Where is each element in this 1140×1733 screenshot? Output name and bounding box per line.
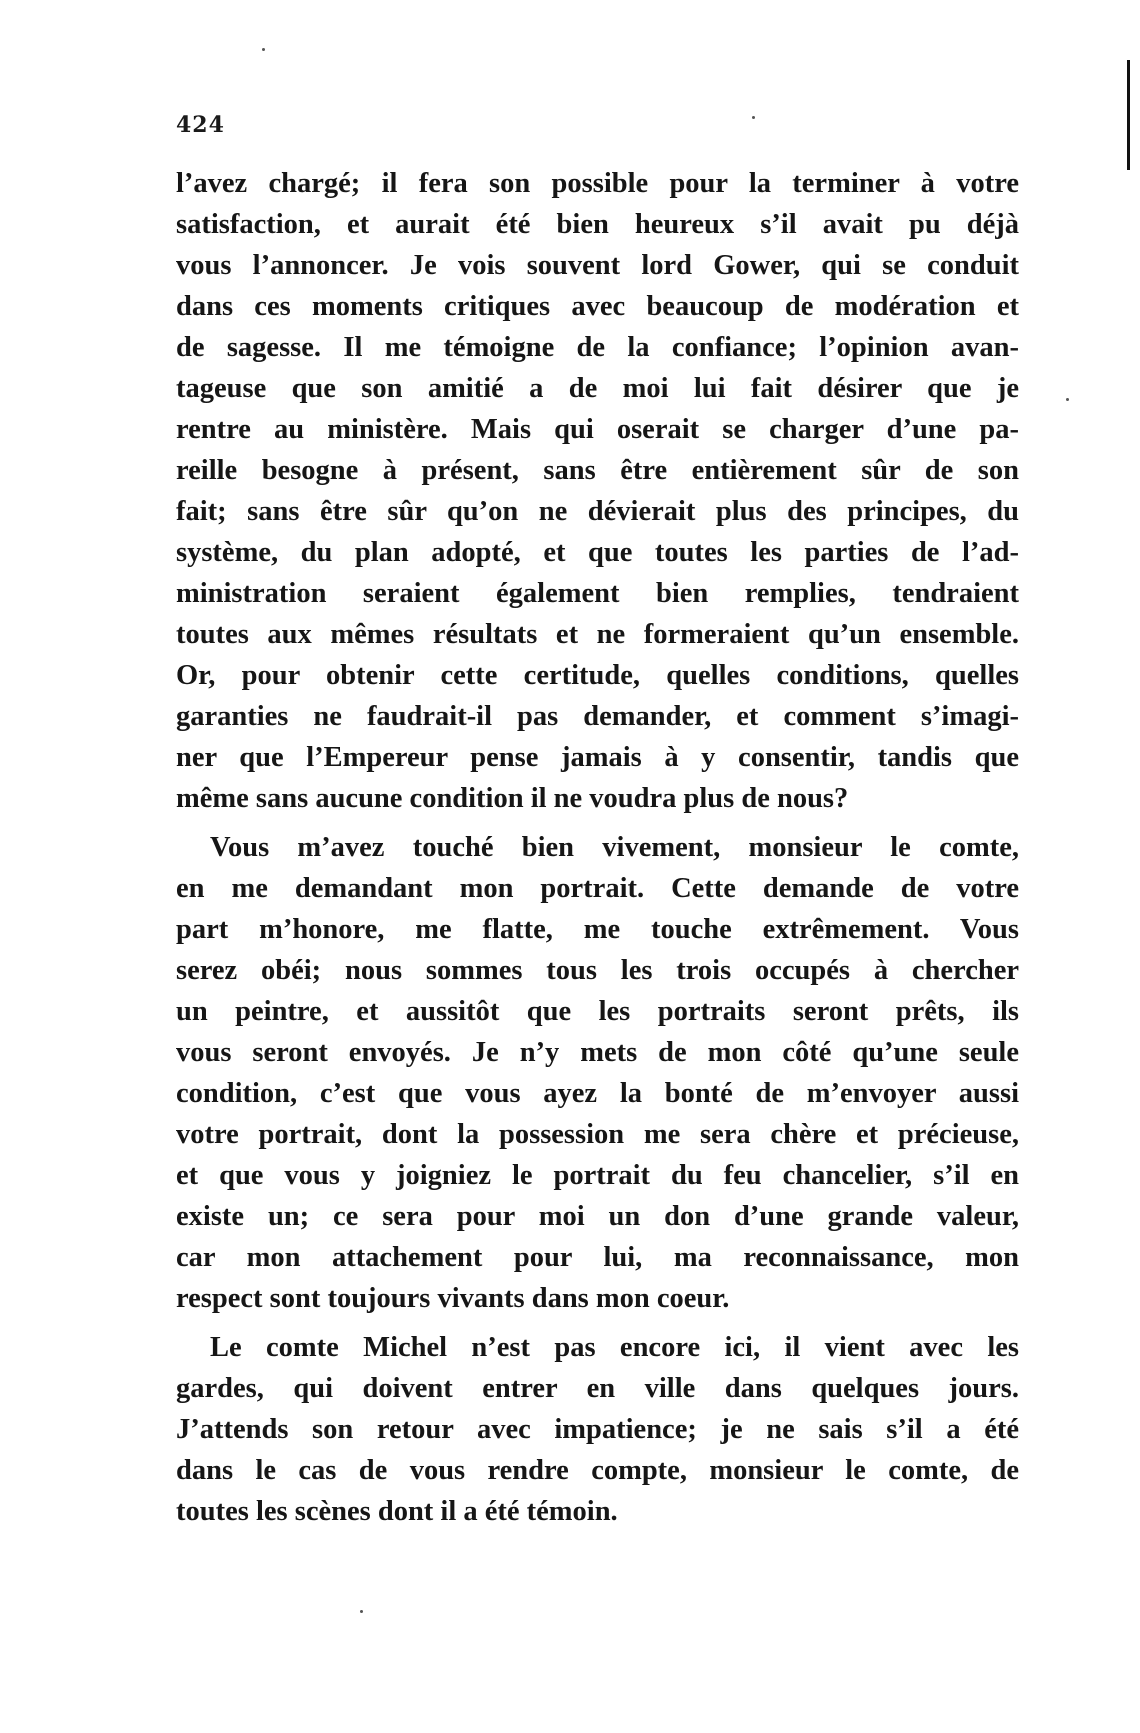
text-line: même sans aucune condition il ne voudra plus de nous?: [176, 783, 849, 814]
paragraph: [176, 827, 1019, 1319]
text-line: existe un; ce sera pour moi un don d’une grande valeur,: [176, 1201, 1019, 1232]
paragraph-gap: [176, 1319, 1019, 1327]
text-line: ministration seraient également bien remplies, tendraient: [176, 578, 1019, 609]
text-line: gardes, qui doivent entrer en ville dans quelques jours.: [176, 1373, 1019, 1404]
text-line: serez obéi; nous sommes tous les trois occupés à chercher: [176, 955, 1019, 986]
text-line: part m’honore, me flatte, me touche extrêmement. Vous: [176, 914, 1019, 945]
text-line: votre portrait, dont la possession me sera chère et précieuse,: [176, 1119, 1019, 1150]
text-line: Vous m’avez touché bien vivement, monsieur le comte,: [210, 832, 1019, 863]
text-line: respect sont toujours vivants dans mon coeur.: [176, 1283, 730, 1314]
paper-speck: [752, 116, 755, 119]
paper-speck: [1066, 398, 1069, 401]
text-line: de sagesse. Il me témoigne de la confiance; l’opinion avan-: [176, 332, 1019, 363]
paper-speck: [360, 1610, 363, 1613]
text-line: et que vous y joigniez le portrait du feu chancelier, s’il en: [176, 1160, 1019, 1191]
text-line: Le comte Michel n’est pas encore ici, il vient avec les: [210, 1332, 1019, 1363]
text-line: reille besogne à présent, sans être entièrement sûr de son: [176, 455, 1019, 486]
paragraph: [176, 1327, 1019, 1532]
text-line: un peintre, et aussitôt que les portraits seront prêts, ils: [176, 996, 1019, 1027]
text-line: garanties ne faudrait-il pas demander, et comment s’imagi-: [176, 701, 1019, 732]
paper-speck: [262, 48, 265, 51]
text-line: ner que l’Empereur pense jamais à y consentir, tandis que: [176, 742, 1019, 773]
text-line: système, du plan adopté, et que toutes les parties de l’ad-: [176, 537, 1019, 568]
text-line: toutes les scènes dont il a été témoin.: [176, 1496, 618, 1527]
body-text: [176, 163, 1019, 1532]
paragraph-gap: [176, 819, 1019, 827]
text-line: vous l’annoncer. Je vois souvent lord Gower, qui se conduit: [176, 250, 1019, 281]
text-line: fait; sans être sûr qu’on ne dévierait plus des principes, du: [176, 496, 1019, 527]
text-line: en me demandant mon portrait. Cette demande de votre: [176, 873, 1019, 904]
text-line: l’avez chargé; il fera son possible pour la terminer à votre: [176, 168, 1019, 199]
text-line: toutes aux mêmes résultats et ne formeraient qu’un ensemble.: [176, 619, 1019, 650]
text-line: condition, c’est que vous ayez la bonté de m’envoyer aussi: [176, 1078, 1019, 1109]
text-line: satisfaction, et aurait été bien heureux s’il avait pu déjà: [176, 209, 1019, 240]
text-line: vous seront envoyés. Je n’y mets de mon côté qu’une seule: [176, 1037, 1019, 1068]
paragraph: [176, 163, 1019, 819]
text-line: Or, pour obtenir cette certitude, quelles conditions, quelles: [176, 660, 1019, 691]
text-line: J’attends son retour avec impatience; je ne sais s’il a été: [176, 1414, 1019, 1445]
text-line: dans ces moments critiques avec beaucoup de modération et: [176, 291, 1019, 322]
page-edge-shadow: [1127, 60, 1130, 170]
text-line: car mon attachement pour lui, ma reconnaissance, mon: [176, 1242, 1019, 1273]
text-line: dans le cas de vous rendre compte, monsieur le comte, de: [176, 1455, 1019, 1486]
page-number: 424: [176, 112, 225, 138]
text-line: tageuse que son amitié a de moi lui fait désirer que je: [176, 373, 1019, 404]
text-line: rentre au ministère. Mais qui oserait se charger d’une pa-: [176, 414, 1019, 445]
